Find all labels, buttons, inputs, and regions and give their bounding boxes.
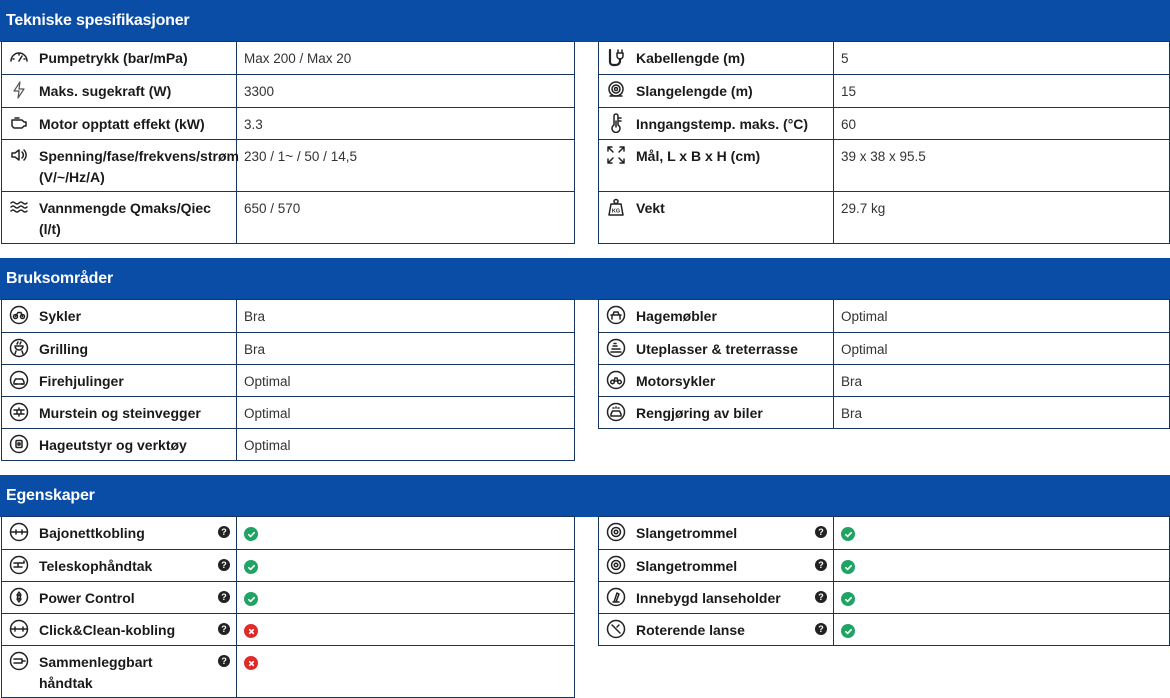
spec-value: Max 200 / Max 20 — [244, 51, 352, 66]
check-icon — [841, 624, 855, 638]
spec-label-cell — [2, 614, 237, 646]
spec-label-cell — [599, 614, 834, 646]
spec-label: Roterende lanse — [636, 622, 745, 638]
spec-label-cell — [2, 550, 237, 582]
section-header-features: Egenskaper — [0, 475, 1170, 517]
spec-label-cell — [599, 365, 834, 397]
spec-value-cell — [237, 75, 575, 108]
help-icon[interactable]: ? — [218, 655, 230, 667]
power-plug-icon — [605, 46, 627, 68]
spec-label: Hageutstyr og verktøy — [39, 437, 187, 453]
section-header-tech: Tekniske spesifikasjoner — [0, 0, 1170, 42]
spec-label: Slangetrommel — [636, 525, 738, 541]
car-icon — [8, 369, 30, 391]
table-row — [599, 333, 1170, 365]
grill-icon — [8, 337, 30, 359]
spec-label-cell — [599, 140, 834, 192]
spec-value: 5 — [841, 51, 849, 66]
table-row — [2, 550, 575, 582]
spec-value-cell — [237, 192, 575, 244]
table-row — [2, 333, 575, 365]
spec-value: Optimal — [244, 406, 291, 421]
spec-value: 3300 — [244, 84, 275, 99]
cross-icon — [244, 656, 258, 670]
spec-label: Vannmengde Qmaks/Qiec (l/t) — [39, 200, 211, 237]
spec-label-cell — [2, 429, 237, 461]
spec-value: Bra — [244, 309, 266, 324]
spec-value-cell — [237, 140, 575, 192]
bicycle-icon — [8, 304, 30, 326]
availability-cell — [834, 517, 1170, 550]
spec-label-cell — [599, 300, 834, 333]
spec-label-cell — [599, 517, 834, 550]
help-icon[interactable]: ? — [815, 559, 827, 571]
spec-value: 230 / 1~ / 50 / 14,5 — [244, 149, 357, 164]
garden-tools-icon — [8, 433, 30, 455]
spec-label-cell — [599, 42, 834, 75]
spec-label-cell — [2, 192, 237, 244]
svg-text:KG: KG — [611, 208, 621, 215]
check-icon — [841, 592, 855, 606]
spec-label: Inngangstemp. maks. (°C) — [636, 116, 809, 132]
spec-value: Bra — [244, 342, 266, 357]
spec-label-cell — [2, 333, 237, 365]
table-row — [599, 140, 1170, 192]
dimensions-icon — [605, 144, 627, 166]
spec-value-cell — [237, 42, 575, 75]
spec-label-cell — [2, 300, 237, 333]
tech-table-right — [598, 41, 1170, 244]
spec-label-cell — [2, 582, 237, 614]
spec-value: Bra — [841, 374, 863, 389]
spec-value-cell — [834, 365, 1170, 397]
spec-label: Uteplasser & treterrasse — [636, 341, 798, 357]
telescopic-handle-icon — [8, 554, 30, 576]
spec-label: Vekt — [636, 200, 665, 216]
water-waves-icon — [8, 196, 30, 218]
spec-label-cell — [599, 75, 834, 108]
table-row — [2, 614, 575, 646]
spec-label: Power Control — [39, 590, 135, 606]
help-icon[interactable]: ? — [218, 526, 230, 538]
table-row — [2, 300, 575, 333]
table-row — [599, 192, 1170, 244]
spec-value-cell — [237, 365, 575, 397]
spec-value-cell — [834, 192, 1170, 244]
spec-label: Bajonettkobling — [39, 525, 145, 541]
spec-value-cell — [834, 300, 1170, 333]
spec-value-cell — [237, 429, 575, 461]
usage-table-left — [1, 299, 575, 461]
spec-value: 29.7 kg — [841, 201, 886, 216]
spec-label: Maks. sugekraft (W) — [39, 83, 172, 99]
thermometer-icon — [605, 112, 627, 134]
spec-value-cell — [237, 108, 575, 140]
brick-wall-icon — [8, 401, 30, 423]
table-row — [2, 42, 575, 75]
spec-label-cell — [2, 108, 237, 140]
spec-label-cell — [599, 192, 834, 244]
spec-label-cell — [599, 582, 834, 614]
table-row — [599, 582, 1170, 614]
spec-value: 39 x 38 x 95.5 — [841, 149, 926, 164]
motor-icon — [8, 112, 30, 134]
help-icon[interactable]: ? — [218, 591, 230, 603]
spec-value: Bra — [841, 406, 863, 421]
spec-label: Grilling — [39, 341, 88, 357]
availability-cell — [237, 550, 575, 582]
spec-value: 3.3 — [244, 117, 263, 132]
availability-cell — [834, 614, 1170, 646]
spec-label: Murstein og steinvegger — [39, 405, 201, 421]
spec-label-cell — [2, 365, 237, 397]
table-row — [599, 365, 1170, 397]
spec-value: Optimal — [244, 438, 291, 453]
help-icon[interactable]: ? — [815, 526, 827, 538]
spec-value: Optimal — [841, 309, 888, 324]
availability-cell — [237, 614, 575, 646]
spec-label: Motorsykler — [636, 373, 716, 389]
spec-label: Hagemøbler — [636, 308, 717, 324]
table-row — [2, 192, 575, 244]
spec-value-cell — [834, 42, 1170, 75]
usage-table-right — [598, 299, 1170, 429]
table-row — [2, 108, 575, 140]
availability-cell — [237, 517, 575, 550]
garden-furniture-icon — [605, 304, 627, 326]
hose-drum-icon — [605, 554, 627, 576]
table-row — [599, 517, 1170, 550]
spec-label: Firehjulinger — [39, 373, 124, 389]
help-icon[interactable]: ? — [815, 623, 827, 635]
spec-label-cell — [599, 108, 834, 140]
spec-label-cell — [2, 140, 237, 192]
spec-label: Spenning/fase/frekvens/strøm (V/~/Hz/A) — [39, 148, 239, 185]
table-row — [599, 108, 1170, 140]
spec-label-cell — [599, 550, 834, 582]
spec-label: Slangelengde (m) — [636, 83, 753, 99]
hose-drum-icon — [605, 521, 627, 543]
spec-value: Optimal — [244, 374, 291, 389]
spec-label: Click&Clean-kobling — [39, 622, 176, 638]
table-row — [2, 429, 575, 461]
spec-value-cell — [834, 397, 1170, 429]
help-icon[interactable]: ? — [218, 559, 230, 571]
click-clean-icon — [8, 618, 30, 640]
spec-value-cell — [834, 333, 1170, 365]
spec-label: Mål, L x B x H (cm) — [636, 148, 761, 164]
table-row — [599, 42, 1170, 75]
availability-cell — [237, 582, 575, 614]
check-icon — [841, 527, 855, 541]
table-row — [599, 397, 1170, 429]
features-table-left — [1, 516, 575, 698]
check-icon — [841, 560, 855, 574]
availability-cell — [237, 646, 575, 698]
table-row — [2, 365, 575, 397]
table-row — [2, 75, 575, 108]
tech-table-left — [1, 41, 575, 244]
spec-label: Pumpetrykk (bar/mPa) — [39, 50, 188, 66]
motorcycle-icon — [605, 369, 627, 391]
spec-value-cell — [237, 397, 575, 429]
power-control-icon — [8, 586, 30, 608]
table-row — [2, 517, 575, 550]
spec-label-cell — [599, 333, 834, 365]
lance-holder-icon — [605, 586, 627, 608]
spec-label: Rengjøring av biler — [636, 405, 763, 421]
spec-value: Optimal — [841, 342, 888, 357]
spec-value-cell — [834, 108, 1170, 140]
table-row — [599, 550, 1170, 582]
spec-label: Motor opptatt effekt (kW) — [39, 116, 205, 132]
spec-label: Teleskophåndtak — [39, 558, 153, 574]
spec-value: 650 / 570 — [244, 201, 301, 216]
table-row — [599, 75, 1170, 108]
table-row — [2, 646, 575, 698]
spec-value: 60 — [841, 117, 857, 132]
spec-label-cell — [599, 397, 834, 429]
hose-reel-icon — [605, 79, 627, 101]
spec-label-cell — [2, 397, 237, 429]
help-icon[interactable]: ? — [815, 591, 827, 603]
spec-label-cell — [2, 42, 237, 75]
spec-label: Sykler — [39, 308, 82, 324]
table-row — [2, 140, 575, 192]
spec-value-cell — [834, 75, 1170, 108]
table-row — [599, 614, 1170, 646]
speaker-icon — [8, 144, 30, 166]
spec-label: Sammenleggbart håndtak — [39, 654, 153, 691]
patio-icon — [605, 337, 627, 359]
check-icon — [244, 560, 258, 574]
spec-label-cell — [2, 517, 237, 550]
table-row — [2, 397, 575, 429]
spec-label-cell — [2, 75, 237, 108]
cross-icon — [244, 624, 258, 638]
table-row — [599, 300, 1170, 333]
availability-cell — [834, 582, 1170, 614]
rotating-lance-icon — [605, 618, 627, 640]
spec-value-cell — [834, 140, 1170, 192]
features-table-right — [598, 516, 1170, 646]
spec-value-cell — [237, 300, 575, 333]
spec-label: Slangetrommel — [636, 558, 738, 574]
car-wash-icon — [605, 401, 627, 423]
check-icon — [244, 527, 258, 541]
spec-label: Innebygd lanseholder — [636, 590, 781, 606]
weight-kg-icon — [605, 196, 627, 218]
section-header-usage: Bruksområder — [0, 258, 1170, 300]
lightning-icon — [8, 79, 30, 101]
availability-cell — [834, 550, 1170, 582]
spec-value: 15 — [841, 84, 857, 99]
spec-label: Kabellengde (m) — [636, 50, 745, 66]
gauge-icon — [8, 46, 30, 68]
check-icon — [244, 592, 258, 606]
bayonet-coupling-icon — [8, 521, 30, 543]
help-icon[interactable]: ? — [218, 623, 230, 635]
foldable-handle-icon — [8, 650, 30, 672]
table-row — [2, 582, 575, 614]
spec-label-cell — [2, 646, 237, 698]
spec-value-cell — [237, 333, 575, 365]
